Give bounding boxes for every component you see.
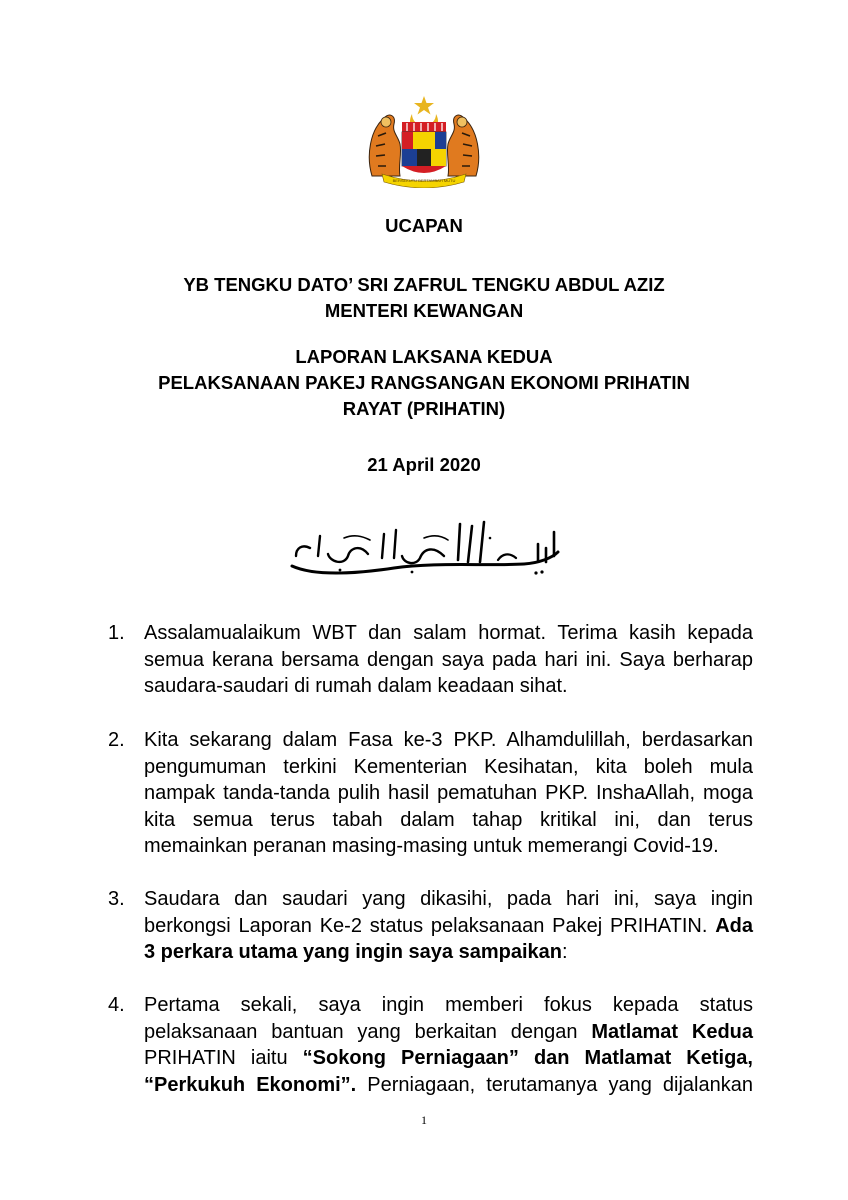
report-title-block <box>100 344 748 422</box>
paragraph-text-run: PRIHATIN iaitu <box>144 1047 303 1070</box>
paragraph-text: Assalamualaikum WBT dan salam hormat. Terima kasih kepada semua kerana bersama dengan saya pada hari ini. Saya berharap saudara-saudari di rumah dalam keadaan sihat. <box>144 622 753 698</box>
star-shape <box>414 96 434 115</box>
speech-heading <box>100 213 748 239</box>
report-title-line-2: PELAKSANAAN PAKEJ RANGSANGAN EKONOMI PRIHATIN <box>158 372 690 393</box>
shield-top <box>402 122 446 132</box>
paragraph-text-run: Saudara dan saudari yang dikasihi, pada hari ini, saya ingin berkongsi Laporan Ke-2 status pelaksanaan Pakej PRIHATIN. <box>144 888 753 937</box>
paragraph-number: 3. <box>108 888 125 910</box>
crest-motto: BERSEKUTU BERTAMBAH MUTU <box>392 178 456 183</box>
paragraph-text-run: Pertama sekali, saya ingin memberi fokus kepada status pelaksanaan bantuan yang berkaitan dengan <box>144 994 753 1043</box>
malaysia-coat-of-arms-icon <box>364 96 484 188</box>
paragraph-4 <box>108 992 753 1098</box>
paragraph-3 <box>108 886 753 966</box>
paragraph-number: 2. <box>108 729 125 751</box>
speaker-name: YB TENGKU DATO’ SRI ZAFRUL TENGKU ABDUL AZIZ <box>183 274 665 295</box>
speech-date <box>100 452 748 478</box>
paragraph-1 <box>108 620 753 700</box>
paragraph-bold-run: Matlamat Kedua <box>591 1020 754 1043</box>
heading-text: UCAPAN <box>385 215 463 236</box>
paragraph-number: 1. <box>108 622 125 644</box>
report-title-line-1: LAPORAN LAKSANA KEDUA <box>295 346 553 367</box>
paragraph-number: 4. <box>108 994 125 1016</box>
speaker-block <box>100 272 748 324</box>
report-title-line-3: RAYAT (PRIHATIN) <box>342 398 506 419</box>
paragraph-text-run: : <box>561 941 568 964</box>
paragraph-text <box>144 886 753 966</box>
date-text: 21 April 2020 <box>367 454 481 475</box>
paragraph-bold-run: “Sokong Perniagaan” dan Matlamat Ketiga, “Perkukuh Ekonomi”. <box>144 1047 753 1096</box>
paragraph-bold-run: Ada 3 perkara utama yang ingin saya sampaikan <box>144 914 753 964</box>
paragraph-text: Kita sekarang dalam Fasa ke-3 PKP. Alhamdulillah, berdasarkan pengumuman terkini Kementerian Kesihatan, kita boleh mula nampak tanda-tanda pulih hasil pematuhan PKP. InshaAllah, moga kita semua terus tabah dalam tahap kritikal ini, dan terus memainkan peranan masing-masing untuk memerangi Covid-19. <box>144 729 753 858</box>
paragraph-2 <box>108 727 753 860</box>
basmalah-calligraphy-icon <box>284 518 566 578</box>
page-number-text: 1 <box>421 1113 427 1127</box>
paragraph-text <box>144 992 753 1098</box>
page-number <box>404 1113 444 1128</box>
speaker-title: MENTERI KEWANGAN <box>324 300 524 321</box>
paragraph-text-run: Perniagaan, terutamanya yang dijalankan <box>356 1073 753 1096</box>
